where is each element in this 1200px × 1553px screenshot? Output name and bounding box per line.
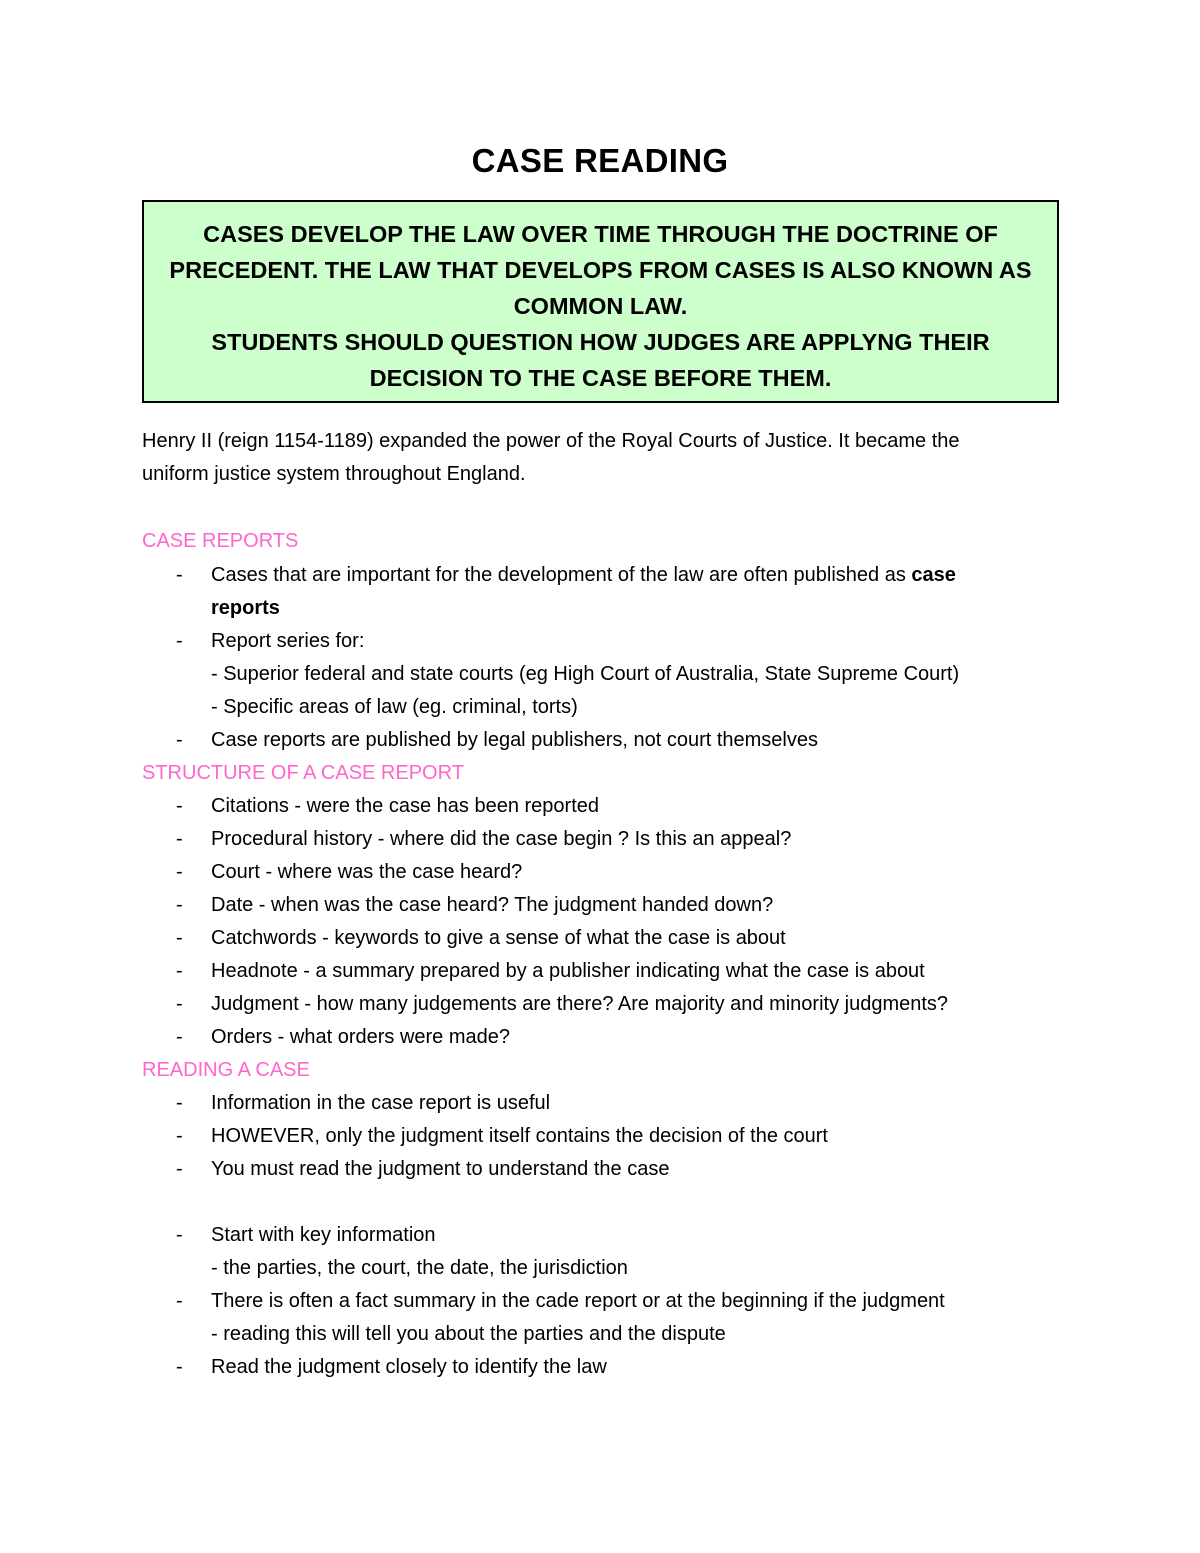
callout-line: DECISION TO THE CASE BEFORE THEM. <box>369 365 832 391</box>
bullet-dash: - <box>176 729 183 751</box>
intro-line: uniform justice system throughout England. <box>142 463 526 485</box>
list-sub-item: - reading this will tell you about the parties and the dispute <box>211 1323 726 1345</box>
bullet-dash: - <box>176 1224 183 1246</box>
bullet-dash: - <box>176 894 183 916</box>
callout-line: STUDENTS SHOULD QUESTION HOW JUDGES ARE APPLYNG THEIR <box>211 329 990 355</box>
bullet-dash: - <box>176 564 183 586</box>
bullet-dash: - <box>176 1356 183 1378</box>
list-sub-item: - Superior federal and state courts (eg High Court of Australia, State Supreme Court) <box>211 663 960 685</box>
intro-line: Henry II (reign 1154-1189) expanded the power of the Royal Courts of Justice. It became the <box>142 430 960 452</box>
list-item: Start with key information <box>211 1224 436 1246</box>
bullet-dash: - <box>176 993 183 1015</box>
bullet-dash: - <box>176 828 183 850</box>
list-item: Read the judgment closely to identify the law <box>211 1356 607 1378</box>
list-item-bold-text: case <box>911 564 956 586</box>
list-item-bold-text: reports <box>211 597 280 619</box>
list-item: HOWEVER, only the judgment itself contains the decision of the court <box>211 1125 828 1147</box>
section-heading-reading: READING A CASE <box>142 1059 310 1081</box>
intro-paragraph <box>142 425 1042 491</box>
precedent-callout-box <box>142 200 1059 403</box>
callout-line: CASES DEVELOP THE LAW OVER TIME THROUGH THE DOCTRINE OF <box>203 221 998 247</box>
bullet-dash: - <box>176 1125 183 1147</box>
list-item: Date - when was the case heard? The judgment handed down? <box>211 894 774 916</box>
list-item: Citations - were the case has been reported <box>211 795 599 817</box>
list-item: Case reports are published by legal publishers, not court themselves <box>211 729 818 751</box>
bullet-dash: - <box>176 795 183 817</box>
list-item: Report series for: <box>211 630 365 652</box>
list-item: Judgment - how many judgements are there? Are majority and minority judgments? <box>211 993 949 1015</box>
list-item: Orders - what orders were made? <box>211 1026 511 1048</box>
section-heading-case-reports: CASE REPORTS <box>142 530 299 552</box>
list-item: Information in the case report is useful <box>211 1092 551 1114</box>
list-item <box>211 564 956 587</box>
list-item: Procedural history - where did the case begin ? Is this an appeal? <box>211 828 792 850</box>
bullet-dash: - <box>176 861 183 883</box>
bullet-dash: - <box>176 927 183 949</box>
list-sub-item: - Specific areas of law (eg. criminal, torts) <box>211 696 578 718</box>
bullet-dash: - <box>176 1092 183 1114</box>
list-item: Headnote - a summary prepared by a publisher indicating what the case is about <box>211 960 925 982</box>
list-item: There is often a fact summary in the cade report or at the beginning if the judgment <box>211 1290 945 1312</box>
list-item: Court - where was the case heard? <box>211 861 523 883</box>
bullet-dash: - <box>176 630 183 652</box>
bullet-dash: - <box>176 960 183 982</box>
list-item-text: Cases that are important for the development of the law are often published as <box>211 564 912 586</box>
bullet-dash: - <box>176 1158 183 1180</box>
callout-line: PRECEDENT. THE LAW THAT DEVELOPS FROM CASES IS ALSO KNOWN AS <box>169 257 1032 283</box>
list-sub-item: - the parties, the court, the date, the jurisdiction <box>211 1257 628 1279</box>
list-item: Catchwords - keywords to give a sense of what the case is about <box>211 927 786 949</box>
bullet-dash: - <box>176 1026 183 1048</box>
callout-line: COMMON LAW. <box>513 293 688 319</box>
bullet-dash: - <box>176 1290 183 1312</box>
list-item-continuation <box>211 597 280 620</box>
list-item: You must read the judgment to understand the case <box>211 1158 670 1180</box>
page-title: CASE READING <box>471 142 729 179</box>
section-heading-structure: STRUCTURE OF A CASE REPORT <box>142 762 464 784</box>
